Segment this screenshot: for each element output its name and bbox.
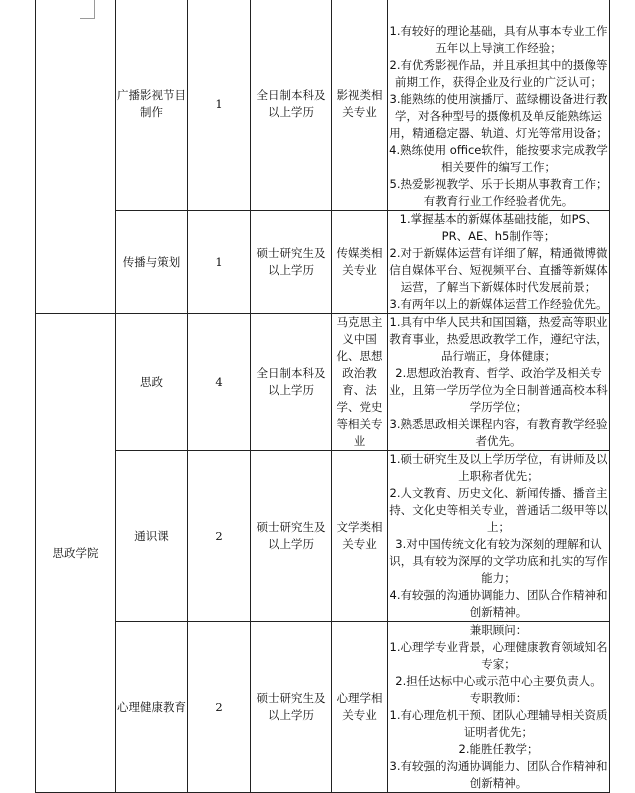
- table-row: [36, 314, 610, 451]
- requirement-line: 3.有两年以上的新媒体运营工作经验优先。: [389, 297, 608, 311]
- discipline-cell: 马克思主义中国化、思想政治教育、法学、党史等相关专业: [332, 314, 388, 451]
- education-cell: 全日制本科及以上学历: [251, 314, 332, 451]
- requirement-line: 1.心理学专业背景，心理健康教育领域知名专家；: [389, 640, 608, 671]
- department-cell: 思政学院: [36, 314, 116, 793]
- requirement-line: 2.思想政治教育、哲学、政治学及相关专业，且第一学历学位为全日制普通高校本科学历学位；: [389, 366, 608, 414]
- requirement-line: 2.能胜任教学；: [458, 742, 539, 756]
- discipline-cell: 传媒类相关专业: [332, 211, 388, 314]
- requirement-line: 4.有较强的沟通协调能力、团队合作精神和创新精神。: [389, 588, 608, 619]
- requirement-line: 2.有优秀影视作品，并且承担其中的摄像等前期工作，获得企业及行业的广泛认可；: [389, 58, 608, 89]
- count-cell: 4: [188, 314, 251, 451]
- table-row: [36, 0, 610, 211]
- requirement-line: 2.对于新媒体运营有详细了解，精通微博微信自媒体平台、短视频平台、直播等新媒体运营，了解当下新媒体时代发展前景；: [389, 246, 608, 294]
- requirement-line: 3.有较强的沟通协调能力、团队合作精神和创新精神。: [389, 759, 608, 790]
- requirements-cell: [388, 211, 610, 314]
- count-cell: 1: [188, 211, 251, 314]
- requirement-line: 1.有较好的理论基础，具有从事本专业工作五年以上导演工作经验；: [389, 24, 608, 55]
- department-cell-empty: [36, 0, 116, 314]
- requirement-line: 1.有心理危机干预、团队心理辅导相关资质证明者优先；: [389, 708, 608, 739]
- discipline-cell: 影视类相关专业: [332, 0, 388, 211]
- education-cell: 硕士研究生及以上学历: [251, 211, 332, 314]
- education-cell: 硕士研究生及以上学历: [251, 622, 332, 793]
- requirement-line: 2.人文教育、历史文化、新闻传播、播音主持、文化史等相关专业，普通话二级甲等以上；: [389, 486, 608, 534]
- requirement-line: 3.对中国传统文化有较为深刻的理解和认识，具有较为深厚的文学功底和扎实的写作能力；: [389, 537, 608, 585]
- requirement-line: 5.热爱影视教学、乐于长期从事教育工作；有教育行业工作经验者优先。: [389, 177, 608, 208]
- count-cell: 2: [188, 451, 251, 622]
- requirements-cell: [388, 314, 610, 451]
- count-cell: 1: [188, 0, 251, 211]
- table-row: [36, 622, 610, 793]
- requirement-line: 2.担任达标中心或示范中心主要负责人。: [395, 674, 602, 688]
- major-cell: 通识课: [116, 451, 188, 622]
- requirements-cell: [388, 0, 610, 211]
- requirement-line: 3.熟悉思政相关课程内容，有教育教学经验者优先。: [389, 417, 608, 448]
- requirement-line: 1.硕士研究生及以上学历学位，有讲师及以上职称者优先；: [389, 452, 608, 483]
- recruitment-table: [35, 0, 610, 793]
- discipline-cell: 心理学相关专业: [332, 622, 388, 793]
- requirement-line: 专职教师：: [469, 691, 528, 705]
- table-row: [36, 451, 610, 622]
- requirement-line: 兼职顾问：: [469, 623, 528, 637]
- requirements-cell: [388, 622, 610, 793]
- table-row: [36, 211, 610, 314]
- requirement-line: 1.具有中华人民共和国国籍，热爱高等职业教育事业，热爱思政教学工作，遵纪守法，品行端正，身体健康；: [389, 315, 608, 363]
- major-cell: 传播与策划: [116, 211, 188, 314]
- requirement-line: 3.能熟练的使用演播厅、蓝绿棚设备进行教学，对各种型号的摄像机及单反能熟练运用，精通稳定器、轨道、灯光等常用设备；: [389, 92, 608, 140]
- education-cell: 硕士研究生及以上学历: [251, 451, 332, 622]
- major-cell: 心理健康教育: [116, 622, 188, 793]
- count-cell: 2: [188, 622, 251, 793]
- requirement-line: 1.掌握基本的新媒体基础技能，如PS、PR、AE、h5制作等；: [399, 212, 598, 243]
- requirement-line: 4.熟练使用 office软件，能按要求完成教学相关要件的编写工作；: [389, 143, 608, 174]
- education-cell: 全日制本科及以上学历: [251, 0, 332, 211]
- major-cell: 广播影视节目制作: [116, 0, 188, 211]
- major-cell: 思政: [116, 314, 188, 451]
- requirements-cell: [388, 451, 610, 622]
- discipline-cell: 文学类相关专业: [332, 451, 388, 622]
